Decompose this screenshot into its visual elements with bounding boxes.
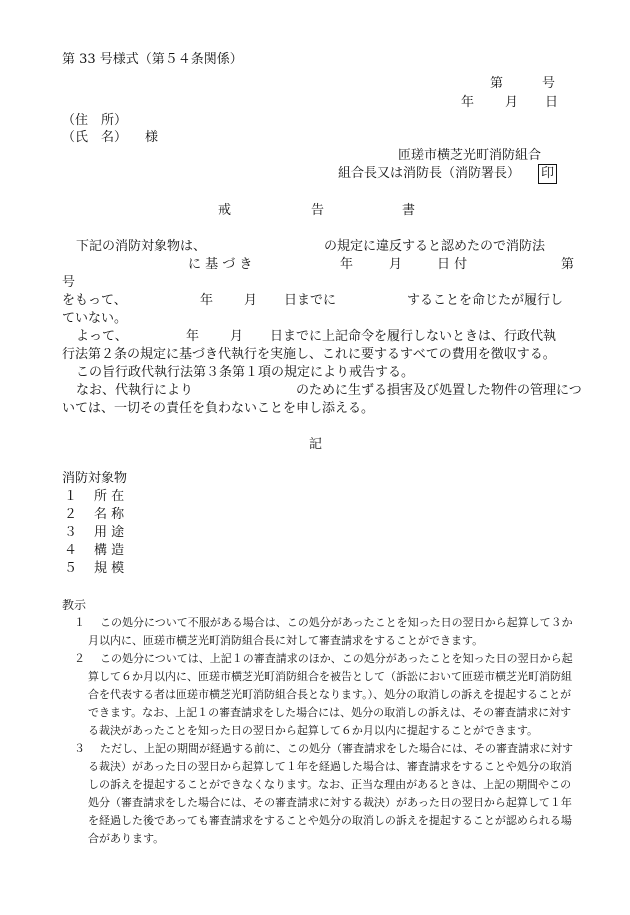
notice-item-num: ２ — [74, 652, 85, 665]
body-line2-d: 日 付 — [437, 257, 468, 272]
doc-number-dai: 第 — [490, 76, 504, 91]
date-day: 日 — [545, 95, 559, 110]
notice-item-num: ３ — [74, 742, 85, 755]
body-line2-e: 第 — [561, 257, 575, 272]
target-heading: 消防対象物 — [62, 471, 128, 486]
body-line6-d: 日までに上記命令を履行しないときは、行政代執 — [270, 329, 557, 344]
target-item-num: １ — [64, 489, 78, 504]
form-number-header: 第 33 号様式（第５４条関係） — [62, 52, 243, 67]
target-item-label: 構 造 — [94, 543, 125, 558]
target-item-label: 用 途 — [94, 525, 125, 540]
target-item-label: 規 模 — [94, 561, 125, 576]
notice-list — [62, 614, 582, 848]
date-year: 年 — [461, 95, 475, 110]
seal-mark: 印 — [538, 164, 557, 184]
body-line3: 号 — [62, 275, 76, 290]
body-line1-b: の規定に違反すると認めたので消防法 — [324, 239, 546, 254]
recipient-honorific: 様 — [145, 130, 159, 145]
date-month: 月 — [505, 95, 519, 110]
doc-title-char-1: 戒 — [218, 203, 232, 218]
notice-item-text: この処分について不服がある場合は、この処分があったことを知った日の翌日から起算して３か月以内に、匝瑳市横芝光町消防組合長に対して審査請求をすることができます。 — [88, 616, 573, 647]
ki-heading: 記 — [309, 437, 323, 452]
doc-title-char-3: 書 — [402, 203, 416, 218]
doc-title-char-2: 告 — [311, 203, 325, 218]
body-line5: ていない。 — [62, 311, 128, 326]
notice-item — [62, 650, 582, 740]
body-line2-c: 月 — [389, 257, 403, 272]
body-line4-a: をもって、 — [62, 293, 127, 308]
body-line2-a: に 基 づ き — [188, 257, 253, 272]
body-line2-b: 年 — [340, 257, 354, 272]
notice-item-text: ただし、上記の期間が経過する前に、この処分（審査請求をした場合には、その審査請求に対する裁決）があった日の翌日から起算して１年を経過した場合は、審査請求をすることや処分の取消しの訴えを提起することができなくなります。なお、正当な理由があるときは、上記の期間やこの処分（審査請求をした場合には、その審査請求に対する裁決）があった日の翌日から起算して１年を経過した後であっても審査請求をすることや処分の取消しの訴えを提起することが認められる場合があります。 — [88, 742, 573, 845]
recipient-name-label: （氏 名） — [62, 130, 128, 145]
body-line9-a: なお、代執行により — [76, 383, 194, 398]
notice-item — [62, 614, 582, 650]
body-line6-b: 年 — [186, 329, 200, 344]
issuer-organization: 匝瑳市横芝光町消防組合 — [398, 148, 542, 163]
body-line1-a: 下記の消防対象物は、 — [76, 239, 207, 254]
seal-box — [538, 162, 557, 184]
target-item-label: 名 称 — [94, 507, 125, 522]
doc-number-go: 号 — [542, 76, 556, 91]
body-line8: この旨行政代執行法第３条第１項の規定により戒告する。 — [76, 365, 415, 380]
notice-item-num: １ — [74, 616, 85, 629]
recipient-address-label: （住 所） — [62, 113, 128, 128]
target-item-num: ５ — [64, 561, 78, 576]
issuer-title: 組合長又は消防長（消防署長） — [338, 166, 521, 181]
body-line7: 行法第２条の規定に基づき代執行を実施し、これに要するすべての費用を徴収する。 — [62, 347, 556, 362]
target-item-label: 所 在 — [94, 489, 125, 504]
notice-item — [62, 740, 582, 848]
body-line4-c: 月 — [244, 293, 258, 308]
body-line4-b: 年 — [200, 293, 214, 308]
notice-item-text: この処分については、上記１の審査請求のほか、この処分があったことを知った日の翌日から起算して６か月以内に、匝瑳市横芝光町消防組合を被告として（訴訟において匝瑳市横芝光町消防組合を代表する者は匝瑳市横芝光町消防組合長となります。）、処分の取消しの訴えを提起することができます。なお、上記１の審査請求をした場合には、処分の取消しの訴えは、その審査請求に対する裁決があったことを知った日の翌日から起算して６か月以内に提起することができます。 — [88, 652, 573, 737]
body-line4-d: 日までに — [284, 293, 337, 308]
target-item-num: ２ — [64, 507, 78, 522]
body-line4-e: することを命じたが履行し — [407, 293, 564, 308]
body-line10: いては、一切その責任を負わないことを申し添える。 — [62, 401, 375, 416]
body-line9-b: のために生ずる損害及び処置した物件の管理につ — [296, 383, 582, 398]
body-line6-c: 月 — [230, 329, 244, 344]
notice-heading: 教示 — [62, 598, 87, 612]
target-item-num: ４ — [64, 543, 78, 558]
target-item-num: ３ — [64, 525, 78, 540]
body-line6-a: よって、 — [76, 329, 128, 344]
